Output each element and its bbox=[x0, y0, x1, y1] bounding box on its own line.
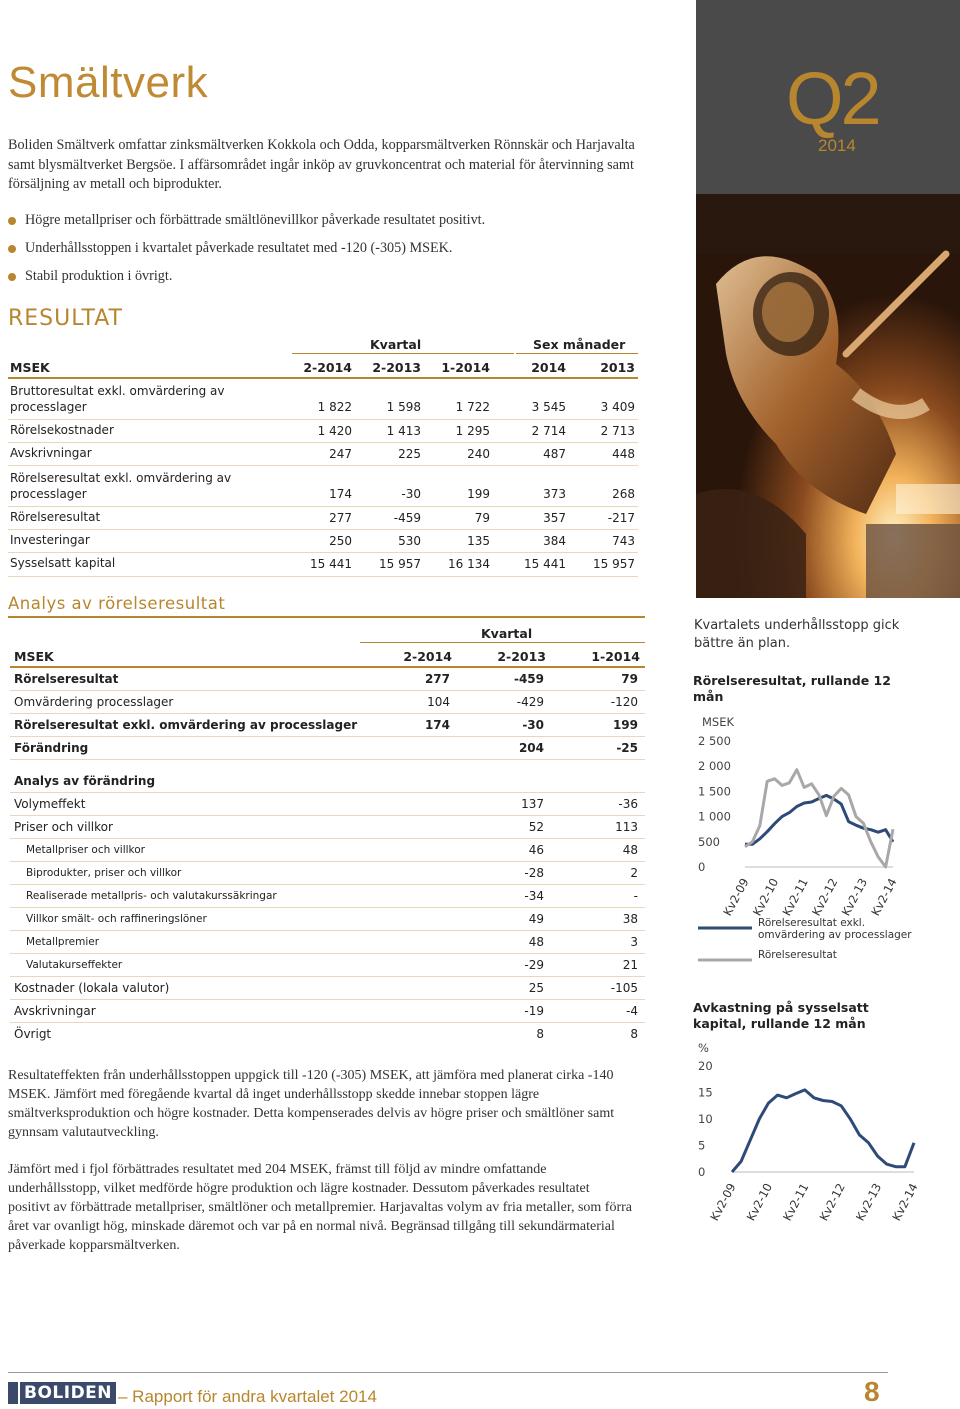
table-cell: 250 bbox=[329, 534, 352, 548]
return-on-capital-chart bbox=[690, 1036, 960, 1236]
table-cell: 135 bbox=[467, 534, 490, 548]
table-cell: -19 bbox=[524, 1004, 544, 1018]
column-header: 2013 bbox=[600, 360, 635, 375]
table-cell: 15 441 bbox=[310, 557, 352, 571]
x-tick-label: Kv2-14 bbox=[868, 875, 900, 919]
y-tick-label: 10 bbox=[698, 1112, 713, 1126]
table-cell: -459 bbox=[393, 511, 421, 525]
table-cell: 49 bbox=[528, 912, 544, 926]
section-title-analys: Analys av rörelseresultat bbox=[8, 594, 226, 613]
table-cell: 1 822 bbox=[317, 400, 352, 414]
divider bbox=[8, 552, 638, 553]
table-cell: -459 bbox=[513, 672, 544, 686]
column-header: MSEK bbox=[14, 649, 54, 664]
table-cell: 199 bbox=[612, 718, 638, 732]
column-header: 2014 bbox=[531, 360, 566, 375]
x-tick-label: Kv2-14 bbox=[889, 1180, 921, 1224]
legend-label: Rörelseresultat bbox=[758, 949, 837, 961]
table-cell: 373 bbox=[543, 487, 566, 501]
group-header-kvartal: Kvartal bbox=[370, 337, 422, 352]
table-cell: -120 bbox=[610, 695, 638, 709]
table-cell: -217 bbox=[607, 511, 635, 525]
divider bbox=[516, 353, 638, 354]
legend-label: Rörelseresultat exkl. bbox=[758, 917, 866, 929]
chart-title: Rörelseresultat, rullande 12 mån bbox=[693, 673, 891, 704]
divider bbox=[10, 999, 645, 1000]
divider bbox=[10, 666, 645, 668]
table-cell: 1 295 bbox=[455, 424, 490, 438]
bullet-item: Högre metallpriser och förbättrade smältlönevillkor påverkade resultatet positivt. bbox=[8, 212, 485, 229]
table-cell: 357 bbox=[543, 511, 566, 525]
table-cell: 530 bbox=[398, 534, 421, 548]
divider bbox=[10, 953, 645, 954]
table-cell: 79 bbox=[621, 672, 638, 686]
table-cell: 174 bbox=[329, 487, 352, 501]
x-tick-label: Kv2-10 bbox=[749, 875, 782, 919]
group-header-kvartal: Kvartal bbox=[481, 626, 533, 641]
row-label: Metallpriser och villkor bbox=[26, 844, 145, 856]
table-cell: 225 bbox=[398, 447, 421, 461]
boliden-logo bbox=[8, 1381, 116, 1405]
divider bbox=[10, 861, 645, 862]
table-cell: 199 bbox=[467, 487, 490, 501]
row-label: Avskrivningar bbox=[14, 1004, 96, 1018]
intro-paragraph: Boliden Smältverk omfattar zinksmältverken Kokkola och Odda, kopparsmältverken Rönnskär och Harjavalta samt blysmältverket Bergsöe. I affärsområdet ingår inköp av gruvkoncentrat och material för återvinning samt försäljning av metall och biprodukter. bbox=[8, 137, 635, 192]
row-label: Kostnader (lokala valutor) bbox=[14, 981, 170, 995]
table-cell: 113 bbox=[615, 820, 638, 834]
divider bbox=[8, 576, 638, 577]
quarter-year: 2014 bbox=[818, 136, 856, 155]
table-cell: -429 bbox=[516, 695, 544, 709]
table-cell: -28 bbox=[524, 866, 544, 880]
table-cell: 48 bbox=[622, 843, 638, 857]
divider bbox=[10, 930, 645, 931]
row-label: Avskrivningar bbox=[10, 446, 92, 460]
y-tick-label: 2 500 bbox=[698, 734, 731, 748]
table-cell: -4 bbox=[626, 1004, 638, 1018]
divider bbox=[8, 616, 645, 618]
table-cell: - bbox=[633, 889, 638, 903]
y-axis-label: % bbox=[698, 1041, 709, 1055]
row-label: Omvärdering processlager bbox=[14, 695, 174, 709]
table-cell: 38 bbox=[622, 912, 638, 926]
x-tick-label: Kv2-12 bbox=[816, 1180, 848, 1224]
y-tick-label: 15 bbox=[698, 1085, 713, 1100]
table-cell: 240 bbox=[467, 447, 490, 461]
column-header: MSEK bbox=[10, 360, 50, 375]
bullet-dot-icon bbox=[8, 245, 16, 253]
row-label: Rörelseresultat exkl. omvärdering av processlager bbox=[14, 718, 358, 732]
table-cell: 1 413 bbox=[386, 424, 421, 438]
table-cell: 8 bbox=[536, 1027, 544, 1041]
footer-divider bbox=[8, 1372, 888, 1373]
table-cell: 384 bbox=[543, 534, 566, 548]
x-tick-label: Kv2-13 bbox=[852, 1180, 885, 1224]
subsection-label: Analys av förändring bbox=[14, 774, 156, 788]
row-label: Metallpremier bbox=[26, 936, 100, 948]
quarter-label: Q2 bbox=[786, 57, 879, 140]
series-line-1 bbox=[732, 1090, 914, 1172]
table-cell: 3 545 bbox=[531, 400, 566, 414]
divider bbox=[360, 642, 645, 643]
x-tick-label: Kv2-10 bbox=[743, 1180, 776, 1224]
column-header: 1-2014 bbox=[591, 649, 640, 664]
page-number: 8 bbox=[864, 1376, 880, 1407]
y-tick-label: 2 000 bbox=[698, 759, 731, 774]
x-tick-label: Kv2-09 bbox=[707, 1180, 739, 1224]
row-label: Valutakurseffekter bbox=[26, 959, 123, 971]
table-cell: 3 409 bbox=[600, 400, 635, 414]
table-cell: 3 bbox=[630, 935, 638, 949]
divider bbox=[8, 419, 638, 420]
table-cell: -34 bbox=[524, 889, 544, 903]
sidebar-note: Kvartalets underhållsstopp gick bättre än plan. bbox=[694, 618, 900, 651]
series-line-2 bbox=[745, 770, 893, 867]
column-header: 2-2013 bbox=[497, 649, 546, 664]
divider bbox=[10, 713, 645, 714]
smelter-worker-photo bbox=[696, 194, 960, 598]
y-tick-label: 1 000 bbox=[698, 809, 731, 824]
y-tick-label: 0 bbox=[698, 860, 706, 874]
divider bbox=[8, 442, 638, 443]
series-line-1 bbox=[745, 795, 893, 844]
quarter-badge bbox=[696, 0, 960, 194]
divider bbox=[8, 465, 638, 466]
table-cell: 137 bbox=[521, 797, 544, 811]
table-cell: 104 bbox=[427, 695, 450, 709]
table-cell: 1 598 bbox=[386, 400, 421, 414]
logo-wordmark: BOLIDEN bbox=[20, 1382, 116, 1404]
row-label: Rörelseresultat exkl. omvärdering av processlager bbox=[10, 471, 232, 501]
table-cell: 268 bbox=[612, 487, 635, 501]
table-cell: 46 bbox=[528, 843, 544, 857]
bullet-dot-icon bbox=[8, 217, 16, 225]
y-tick-label: 20 bbox=[698, 1059, 713, 1073]
legend-label: omvärdering av processlager bbox=[758, 929, 912, 941]
divider bbox=[10, 976, 645, 977]
row-label: Biprodukter, priser och villkor bbox=[26, 867, 182, 879]
bullet-dot-icon bbox=[8, 273, 16, 281]
table-cell: 277 bbox=[329, 511, 352, 525]
row-label: Sysselsatt kapital bbox=[10, 556, 116, 570]
table-cell: 15 957 bbox=[593, 557, 635, 571]
divider bbox=[10, 792, 645, 793]
table-cell: 2 bbox=[630, 866, 638, 880]
table-cell: -30 bbox=[401, 487, 421, 501]
table-cell: 52 bbox=[528, 820, 544, 834]
table-cell: -36 bbox=[618, 797, 638, 811]
column-header: 2-2014 bbox=[403, 649, 452, 664]
table-cell: -105 bbox=[610, 981, 638, 995]
table-cell: 277 bbox=[424, 672, 450, 686]
row-label: Övrigt bbox=[14, 1027, 52, 1041]
table-cell: 79 bbox=[474, 511, 490, 525]
column-header: 1-2014 bbox=[441, 360, 490, 375]
table-cell: 174 bbox=[424, 718, 450, 732]
row-label: Investeringar bbox=[10, 533, 90, 547]
footer-report-title: – Rapport för andra kvartalet 2014 bbox=[118, 1387, 377, 1406]
x-tick-label: Kv2-12 bbox=[809, 875, 841, 919]
y-tick-label: 0 bbox=[698, 1165, 706, 1179]
analys-table bbox=[0, 620, 650, 1050]
row-label: Volymeffekt bbox=[14, 797, 86, 811]
divider bbox=[10, 884, 645, 885]
row-label: Bruttoresultat exkl. omvärdering av processlager bbox=[10, 384, 225, 414]
table-cell: 25 bbox=[528, 981, 544, 995]
row-label: Förändring bbox=[14, 741, 89, 755]
divider bbox=[10, 838, 645, 839]
table-cell: 743 bbox=[612, 534, 635, 548]
divider bbox=[8, 529, 638, 530]
section-title-resultat: RESULTAT bbox=[8, 306, 123, 331]
table-cell: -30 bbox=[522, 718, 544, 732]
y-tick-label: 500 bbox=[698, 834, 720, 849]
row-label: Villkor smält- och raffineringslöner bbox=[26, 913, 207, 925]
table-cell: 448 bbox=[612, 447, 635, 461]
table-cell: 1 420 bbox=[317, 424, 352, 438]
body-paragraph: Resultateffekten från underhållsstoppen uppgick till -120 (-305) MSEK, att jämföra med planerat cirka -140 MSEK. Jämfört med föregående kvartal då inget underhållsstopp skedde innebar stoppen lägre smältverksproduktion och högre kostnader. Detta kompenserades delvis av högre priser och smältlöner samt gynnsam valutautveckling. bbox=[8, 1068, 615, 1140]
divider bbox=[10, 736, 645, 737]
row-label: Rörelseresultat bbox=[14, 672, 119, 686]
chart-title: Avkastning på sysselsatt kapital, rullande 12 mån bbox=[693, 1000, 869, 1031]
row-label: Priser och villkor bbox=[14, 820, 113, 834]
divider bbox=[292, 353, 514, 354]
bullet-item: Underhållsstoppen i kvartalet påverkade resultatet med -120 (-305) MSEK. bbox=[8, 240, 452, 257]
table-cell: 8 bbox=[630, 1027, 638, 1041]
table-cell: 247 bbox=[329, 447, 352, 461]
column-header: 2-2014 bbox=[303, 360, 352, 375]
row-label: Rörelseresultat bbox=[10, 510, 101, 524]
y-tick-label: 1 500 bbox=[698, 784, 731, 799]
table-cell: -29 bbox=[524, 958, 544, 972]
x-tick-label: Kv2-11 bbox=[780, 1180, 812, 1224]
operating-result-chart bbox=[690, 706, 960, 976]
divider bbox=[10, 815, 645, 816]
table-cell: 48 bbox=[528, 935, 544, 949]
table-cell: 204 bbox=[518, 741, 544, 755]
row-label: Rörelsekostnader bbox=[10, 423, 114, 437]
divider bbox=[10, 690, 645, 691]
divider bbox=[10, 907, 645, 908]
table-cell: 2 713 bbox=[600, 424, 635, 438]
table-cell: 1 722 bbox=[455, 400, 490, 414]
table-cell: -25 bbox=[616, 741, 638, 755]
table-cell: 2 714 bbox=[531, 424, 566, 438]
logo-mark-icon bbox=[8, 1382, 18, 1404]
page-title: Smältverk bbox=[8, 58, 209, 107]
y-tick-label: 5 bbox=[698, 1138, 706, 1153]
y-axis-label: MSEK bbox=[702, 715, 735, 729]
resultat-table bbox=[0, 330, 650, 580]
divider bbox=[8, 506, 638, 507]
table-cell: 487 bbox=[543, 447, 566, 461]
table-cell: 15 441 bbox=[524, 557, 566, 571]
x-tick-label: Kv2-11 bbox=[779, 875, 811, 919]
table-cell: 21 bbox=[622, 958, 638, 972]
group-header-sex-manader: Sex månader bbox=[533, 337, 626, 352]
divider bbox=[8, 377, 638, 379]
x-tick-label: Kv2-13 bbox=[838, 875, 871, 919]
bullet-item: Stabil produktion i övrigt. bbox=[8, 268, 172, 285]
column-header: 2-2013 bbox=[372, 360, 421, 375]
table-cell: 16 134 bbox=[448, 557, 490, 571]
x-tick-label: Kv2-09 bbox=[720, 875, 752, 919]
divider bbox=[10, 759, 645, 760]
row-label: Realiserade metallpris- och valutakurssäkringar bbox=[26, 890, 277, 902]
table-cell: 15 957 bbox=[379, 557, 421, 571]
divider bbox=[10, 1022, 645, 1023]
body-paragraph: Jämfört med i fjol förbättrades resultatet med 204 MSEK, främst till följd av mindre omfattande underhållsstopp, vilket medförde högre produktion och lägre kostnader. Dessutom påverkades resultatet positivt av förbättrade metallpriser, smältlöner och metallpremier. Harjavaltas volym av fria metaller, som förra året var ovanligt hög, minskade däremot och var på en normal nivå. Begränsad tillgång till sekundärmaterial påverkade kopparsmältverken. bbox=[8, 1162, 632, 1253]
